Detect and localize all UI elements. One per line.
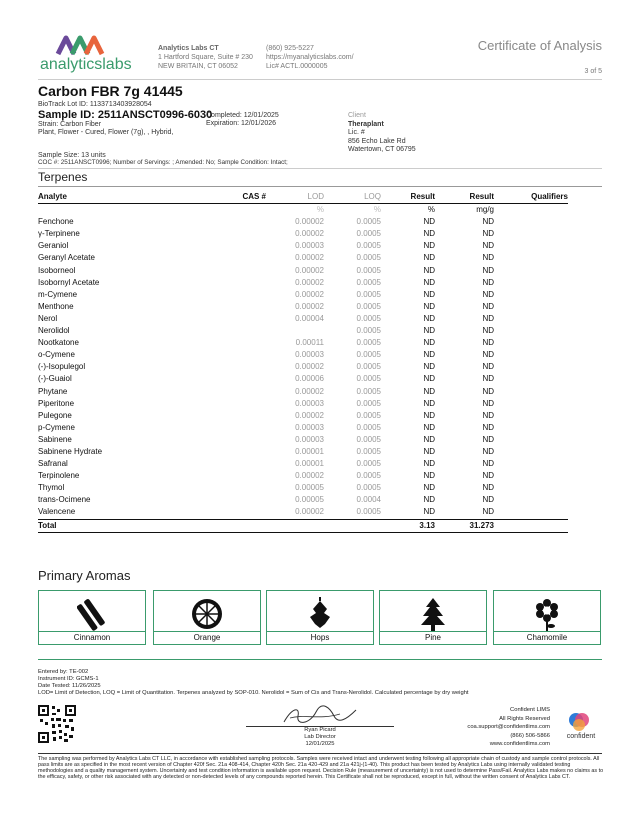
result-mg-cell: ND	[482, 410, 494, 420]
lod-cell: 0.00002	[295, 229, 324, 239]
table-row	[38, 458, 568, 470]
loq-cell: 0.0005	[356, 398, 381, 408]
loq-cell: 0.0005	[356, 350, 381, 360]
result-pct-cell: ND	[423, 483, 435, 493]
loq-cell: 0.0005	[356, 229, 381, 239]
lod-cell: 0.00002	[295, 410, 324, 420]
qualifier-cell	[494, 434, 568, 446]
table-header-row	[38, 191, 568, 204]
qualifier-cell	[494, 494, 568, 506]
lod-cell: 0.00002	[295, 265, 324, 275]
lod-cell: 0.00002	[295, 217, 324, 227]
signature-icon	[280, 704, 360, 728]
result-pct-cell: ND	[423, 459, 435, 469]
analyte-cell: Thymol	[38, 483, 65, 493]
result-mg-cell: ND	[482, 350, 494, 360]
unit-loq: %	[373, 205, 381, 215]
footer-divider	[38, 753, 602, 754]
completed-date: Completed: 12/01/2025	[206, 112, 279, 119]
result-mg-cell: ND	[482, 301, 494, 311]
cas-cell	[176, 301, 266, 313]
expiration-date: Expiration: 12/01/2026	[206, 120, 277, 127]
result-pct-cell: ND	[423, 507, 435, 517]
analyte-cell: Fenchone	[38, 217, 74, 227]
lod-cell: 0.00002	[295, 471, 324, 481]
total-row	[38, 519, 568, 532]
orange-icon	[190, 597, 224, 631]
table-row	[38, 325, 568, 337]
loq-cell: 0.0005	[356, 338, 381, 348]
terpenes-table	[38, 191, 568, 533]
lims-name: Confident LIMS	[510, 707, 550, 713]
qualifier-cell	[494, 289, 568, 301]
result-pct-cell: ND	[423, 446, 435, 456]
analyte-cell: (-)-Guaiol	[38, 374, 72, 384]
result-mg-cell: ND	[482, 459, 494, 469]
result-pct-cell: ND	[423, 386, 435, 396]
analyte-cell: Piperitone	[38, 398, 75, 408]
result-mg-cell: ND	[482, 422, 494, 432]
result-mg-cell: ND	[482, 483, 494, 493]
result-mg-cell: ND	[482, 338, 494, 348]
lab-license: Lic# ACTL.0000005	[266, 63, 328, 70]
aroma-card	[379, 590, 487, 645]
analyte-cell: Nerol	[38, 313, 58, 323]
table-row	[38, 470, 568, 482]
cas-cell	[176, 277, 266, 289]
qualifier-cell	[494, 410, 568, 422]
aroma-label: Cinnamon	[39, 631, 145, 644]
cas-cell	[176, 337, 266, 349]
cas-cell	[176, 470, 266, 482]
sample-size: Sample Size: 13 units	[38, 152, 106, 159]
table-row	[38, 410, 568, 422]
aroma-label: Orange	[154, 631, 260, 644]
client-address-1: 856 Echo Lake Rd	[348, 137, 406, 145]
unit-result-mg: mg/g	[476, 205, 494, 215]
terpenes-title-divider	[38, 186, 602, 187]
qualifier-cell	[494, 265, 568, 277]
cas-cell	[176, 410, 266, 422]
analyte-cell: Nootkatone	[38, 338, 79, 348]
loq-cell: 0.0005	[356, 289, 381, 299]
lab-logo	[40, 34, 132, 79]
signer-name: Ryan Picard	[304, 727, 336, 733]
aroma-label: Chamomile	[494, 631, 600, 644]
loq-cell: 0.0005	[356, 471, 381, 481]
cas-cell	[176, 325, 266, 337]
analyte-cell: γ-Terpinene	[38, 229, 80, 239]
result-mg-cell: ND	[482, 313, 494, 323]
lod-cell: 0.00002	[295, 507, 324, 517]
col-lod: LOD	[307, 192, 324, 201]
loq-cell: 0.0005	[356, 434, 381, 444]
lod-cell: 0.00003	[295, 422, 324, 432]
cas-cell	[176, 289, 266, 301]
table-row	[38, 373, 568, 385]
lod-cell: 0.00002	[295, 289, 324, 299]
result-pct-cell: ND	[423, 265, 435, 275]
lod-cell: 0.00003	[295, 350, 324, 360]
result-pct-cell: ND	[423, 410, 435, 420]
confident-logo-text: confident	[566, 733, 596, 740]
sample-id: Sample ID: 2511ANSCT0996-6030	[38, 109, 213, 121]
result-pct-cell: ND	[423, 277, 435, 287]
table-row	[38, 228, 568, 240]
result-mg-cell: ND	[482, 386, 494, 396]
unit-lod: %	[316, 205, 324, 215]
client-name: Theraplant	[348, 120, 384, 128]
cas-cell	[176, 349, 266, 361]
lod-cell: 0.00002	[295, 386, 324, 396]
analyte-cell: o-Cymene	[38, 350, 75, 360]
qualifier-cell	[494, 373, 568, 385]
loq-cell: 0.0005	[356, 253, 381, 263]
qualifier-cell	[494, 470, 568, 482]
loq-cell: 0.0005	[356, 446, 381, 456]
col-loq: LOQ	[364, 192, 381, 201]
analyte-cell: Isobornyl Acetate	[38, 277, 100, 287]
result-pct-cell: ND	[423, 350, 435, 360]
qualifier-cell	[494, 458, 568, 470]
lab-phone: (860) 925-5227	[266, 45, 314, 52]
lims-phone: (866) 506-5866	[510, 732, 550, 739]
coc-info: COC #: 2511ANSCT0996; Number of Servings: ; Amended: No; Sample Condition: Intact;	[38, 159, 288, 166]
header-divider	[38, 79, 602, 80]
lod-cell: 0.00001	[295, 446, 324, 456]
analyte-cell: Geraniol	[38, 241, 69, 251]
result-pct-cell: ND	[423, 253, 435, 263]
table-row	[38, 506, 568, 519]
loq-cell: 0.0005	[356, 422, 381, 432]
cas-cell	[176, 482, 266, 494]
cas-cell	[176, 228, 266, 240]
cas-cell	[176, 361, 266, 373]
lod-cell: 0.00001	[295, 459, 324, 469]
lab-address-2: NEW BRITAIN, CT 06052	[158, 63, 238, 70]
loq-cell: 0.0005	[356, 362, 381, 372]
aroma-label: Pine	[380, 631, 486, 644]
analyte-cell: Sabinene Hydrate	[38, 446, 103, 456]
aroma-label: Hops	[267, 631, 373, 644]
aroma-card	[38, 590, 146, 645]
result-mg-cell: ND	[482, 495, 494, 505]
loq-cell: 0.0005	[356, 265, 381, 275]
qualifier-cell	[494, 422, 568, 434]
table-row	[38, 361, 568, 373]
pine-icon	[418, 597, 448, 633]
total-result-mg: 31.273	[469, 520, 494, 530]
result-mg-cell: ND	[482, 229, 494, 239]
logo-peaks-icon	[40, 34, 120, 56]
table-row	[38, 494, 568, 506]
lab-name: Analytics Labs CT	[158, 45, 219, 52]
analyte-cell: Valencene	[38, 507, 76, 517]
cas-cell	[176, 386, 266, 398]
result-mg-cell: ND	[482, 277, 494, 287]
result-mg-cell: ND	[482, 446, 494, 456]
cas-cell	[176, 373, 266, 385]
lod-cell: 0.00006	[295, 374, 324, 384]
result-mg-cell: ND	[482, 253, 494, 263]
col-result-mg: Result	[469, 192, 494, 201]
biotrack-id: BioTrack Lot ID: 1133713403928054	[38, 101, 152, 108]
lod-cell: 0.00003	[295, 398, 324, 408]
table-units-row	[38, 204, 568, 217]
result-mg-cell: ND	[482, 507, 494, 517]
cas-cell	[176, 398, 266, 410]
qr-code-icon	[38, 705, 76, 743]
aroma-card	[153, 590, 261, 645]
confident-logo	[556, 712, 606, 744]
analyte-cell: Nerolidol	[38, 326, 70, 336]
qualifier-cell	[494, 240, 568, 252]
loq-cell: 0.0005	[356, 374, 381, 384]
qualifier-cell	[494, 398, 568, 410]
product-name: Carbon FBR 7g 41445	[38, 83, 183, 99]
qualifier-cell	[494, 252, 568, 264]
loq-cell: 0.0005	[356, 217, 381, 227]
terpenes-title: Terpenes	[38, 170, 88, 184]
lab-address-1: 1 Hartford Square, Suite # 230	[158, 54, 253, 61]
result-pct-cell: ND	[423, 241, 435, 251]
table-row	[38, 422, 568, 434]
signer-title: Lab Director	[304, 734, 336, 740]
qualifier-cell	[494, 349, 568, 361]
qualifier-cell	[494, 506, 568, 519]
qualifier-cell	[494, 361, 568, 373]
method-notes: LOD= Limit of Detection, LOQ = Limit of Quantitation. Terpenes analyzed by SOP-010. Nerolidol = Sum of Cis and Trans-Nerolidol. Calculated percentage by dry weight	[38, 690, 469, 696]
strain: Strain: Carbon Fiber	[38, 121, 102, 128]
hops-icon	[305, 597, 335, 631]
lod-cell: 0.00011	[295, 338, 324, 348]
result-pct-cell: ND	[423, 301, 435, 311]
col-qualifiers: Qualifiers	[531, 192, 568, 201]
table-row	[38, 337, 568, 349]
cas-cell	[176, 458, 266, 470]
result-mg-cell: ND	[482, 265, 494, 275]
loq-cell: 0.0005	[356, 459, 381, 469]
unit-result-pct: %	[427, 205, 435, 215]
aromas-divider	[38, 659, 602, 660]
result-mg-cell: ND	[482, 289, 494, 299]
table-row	[38, 277, 568, 289]
qualifier-cell	[494, 482, 568, 494]
aroma-card	[493, 590, 601, 645]
result-mg-cell: ND	[482, 362, 494, 372]
analyte-cell: Menthone	[38, 301, 74, 311]
qualifier-cell	[494, 337, 568, 349]
lims-rights: All Rights Reserved	[499, 715, 550, 722]
col-cas: CAS #	[242, 192, 266, 201]
instrument-id: Instrument ID: GCMS-1	[38, 676, 99, 682]
analyte-cell: Pulegone	[38, 410, 72, 420]
loq-cell: 0.0005	[356, 241, 381, 251]
table-row	[38, 289, 568, 301]
col-result-pct: Result	[410, 192, 435, 201]
cas-cell	[176, 252, 266, 264]
sign-date: 12/01/2025	[305, 741, 335, 747]
product-type: Plant, Flower - Cured, Flower (7g), , Hybrid,	[38, 129, 174, 136]
cas-cell	[176, 446, 266, 458]
analyte-cell: Isoborneol	[38, 265, 76, 275]
analyte-cell: (-)-Isopulegol	[38, 362, 86, 372]
aroma-card	[266, 590, 374, 645]
doc-title: Certificate of Analysis	[477, 38, 602, 53]
lod-cell: 0.00005	[295, 483, 324, 493]
lod-cell: 0.00005	[295, 495, 324, 505]
result-pct-cell: ND	[423, 338, 435, 348]
result-pct-cell: ND	[423, 374, 435, 384]
chamomile-icon	[532, 597, 562, 633]
lod-cell: 0.00003	[295, 241, 324, 251]
cinnamon-icon	[77, 597, 107, 631]
cas-cell	[176, 506, 266, 519]
qualifier-cell	[494, 228, 568, 240]
qualifier-cell	[494, 313, 568, 325]
cas-cell	[176, 216, 266, 228]
result-pct-cell: ND	[423, 434, 435, 444]
result-pct-cell: ND	[423, 217, 435, 227]
cas-cell	[176, 434, 266, 446]
analyte-cell: Geranyl Acetate	[38, 253, 95, 263]
date-tested: Date Tested: 11/26/2025	[38, 683, 101, 689]
total-result-pct: 3.13	[419, 520, 435, 530]
lod-cell: 0.00003	[295, 434, 324, 444]
analyte-cell: p-Cymene	[38, 422, 75, 432]
table-row	[38, 240, 568, 252]
col-analyte: Analyte	[38, 192, 67, 201]
loq-cell: 0.0005	[356, 507, 381, 517]
lod-cell: 0.00002	[295, 301, 324, 311]
analyte-cell: trans-Ocimene	[38, 495, 91, 505]
table-row	[38, 313, 568, 325]
lod-cell: 0.00004	[295, 313, 324, 323]
client-address-2: Watertown, CT 06795	[348, 146, 416, 153]
cas-cell	[176, 240, 266, 252]
lod-cell	[266, 325, 324, 337]
loq-cell: 0.0005	[356, 326, 381, 336]
lims-email[interactable]: coa.support@confidentlims.com	[467, 724, 550, 730]
lab-website[interactable]: https://myanalyticslabs.com/	[266, 54, 354, 61]
qualifier-cell	[494, 386, 568, 398]
result-mg-cell: ND	[482, 217, 494, 227]
result-pct-cell: ND	[423, 289, 435, 299]
aromas-title: Primary Aromas	[38, 568, 131, 583]
qualifier-cell	[494, 216, 568, 228]
analyte-cell: Sabinene	[38, 434, 72, 444]
analyte-cell: m-Cymene	[38, 289, 78, 299]
entered-by: Entered by: TE-002	[38, 669, 89, 675]
result-pct-cell: ND	[423, 326, 435, 336]
cas-cell	[176, 422, 266, 434]
lod-cell: 0.00002	[295, 277, 324, 287]
qualifier-cell	[494, 277, 568, 289]
cas-cell	[176, 265, 266, 277]
loq-cell: 0.0005	[356, 313, 381, 323]
disclaimer: The sampling was performed by Analytics Labs CT LLC, in accordance with established sampling protocols. Samples were received intact and underwent testing following all appropriate chain of custody and sample control protocols. All pass limits are as specified in the most recent version of Chapter 420f Sec. 21a 408-414, Chapter 420h Sec. 21a 420-429 and 21a 421j-(1-40). This product has been tested by Analytics Labs using internally validated testing methodologies and a quality management system. Uncertainty and test condition information is available upon request. Decision Rule (measurement of uncertainty) is not used to determine Pass/Fail. Analytics Labs makes no claims as to the efficacy, safety, or other risk associated with any detected or non-detected levels of any compounds reported herein. This Certificate shall not be reproduced, except in full, without the written consent of Analytics Labs CT.	[38, 756, 604, 781]
lod-cell: 0.00002	[295, 253, 324, 263]
lims-website[interactable]: www.confidentlims.com	[489, 741, 550, 747]
confident-logo-icon	[568, 712, 590, 732]
result-mg-cell: ND	[482, 398, 494, 408]
table-row	[38, 446, 568, 458]
loq-cell: 0.0005	[356, 277, 381, 287]
qualifier-cell	[494, 301, 568, 313]
table-row	[38, 398, 568, 410]
lod-cell: 0.00002	[295, 362, 324, 372]
table-row	[38, 386, 568, 398]
table-row	[38, 434, 568, 446]
table-row	[38, 252, 568, 264]
result-mg-cell: ND	[482, 471, 494, 481]
table-row	[38, 265, 568, 277]
result-mg-cell: ND	[482, 434, 494, 444]
result-pct-cell: ND	[423, 313, 435, 323]
analyte-cell: Terpinolene	[38, 471, 80, 481]
loq-cell: 0.0005	[356, 301, 381, 311]
logo-text: analyticslabs	[40, 56, 132, 73]
info-divider	[38, 168, 602, 169]
table-row	[38, 482, 568, 494]
result-pct-cell: ND	[423, 398, 435, 408]
table-row	[38, 349, 568, 361]
cas-cell	[176, 313, 266, 325]
result-mg-cell: ND	[482, 241, 494, 251]
analyte-cell: Safranal	[38, 459, 68, 469]
page-number: 3 of 5	[584, 68, 602, 75]
result-pct-cell: ND	[423, 422, 435, 432]
total-label: Total	[38, 520, 57, 530]
table-row	[38, 301, 568, 313]
loq-cell: 0.0004	[356, 495, 381, 505]
result-mg-cell: ND	[482, 326, 494, 336]
loq-cell: 0.0005	[356, 483, 381, 493]
client-license: Lic. #	[348, 129, 365, 136]
cas-cell	[176, 494, 266, 506]
result-mg-cell: ND	[482, 374, 494, 384]
loq-cell: 0.0005	[356, 386, 381, 396]
analyte-cell: Phytane	[38, 386, 68, 396]
result-pct-cell: ND	[423, 471, 435, 481]
qualifier-cell	[494, 446, 568, 458]
table-row	[38, 216, 568, 228]
qualifier-cell	[494, 325, 568, 337]
result-pct-cell: ND	[423, 495, 435, 505]
result-pct-cell: ND	[423, 229, 435, 239]
loq-cell: 0.0005	[356, 410, 381, 420]
client-label: Client	[348, 112, 366, 119]
result-pct-cell: ND	[423, 362, 435, 372]
